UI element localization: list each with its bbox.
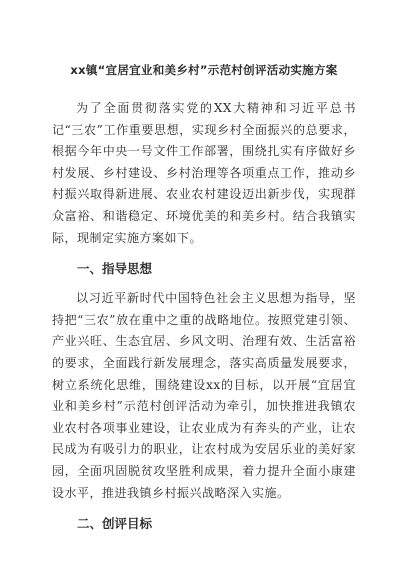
guiding-ideology-paragraph: 以习近平新时代中国特色社会主义思想为指导，坚持把“三农”放在重中之重的战略地位。按照党建引领、产业兴旺、生态宜居、乡风文明、治理有效、生活富裕的要求，全面践行新发展理念，落实高质量发展要求，树立系统化思维，围绕建设xx的目标，以开展“宜居宜业和美乡村”示范村创评活动为牵引，加快推进我镇农业农村各项事业建设，让农业成为有奔头的产业，让农民成为有吸引力的职业，让农村成为安居乐业的美好家园，全面巩固脱贫攻坚胜利成果，着力提升全面小康建设水平，推进我镇乡村振兴战略深入实施。: [52, 291, 356, 500]
intro-paragraph: 为了全面贯彻落实党的XX大精神和习近平总书记“三农”工作重要思想，实现乡村全面振兴的总要求，根据今年中央一号文件工作部署，围绕扎实有序做好乡村发展、乡村建设、乡村治理等各项重点工作，推动乡村振兴取得新进展、农业农村建设迈出新步伐，实现群众富裕、和谐稳定、环境优美的和美乡村。结合我镇实际，现制定实施方案如下。: [52, 101, 356, 245]
section-heading-guiding-ideology: 一、指导思想: [77, 261, 153, 277]
document-title: xx镇“宜居宜业和美乡村”示范村创评活动实施方案: [70, 63, 338, 77]
section-heading-evaluation-goals: 二、创评目标: [77, 516, 153, 532]
